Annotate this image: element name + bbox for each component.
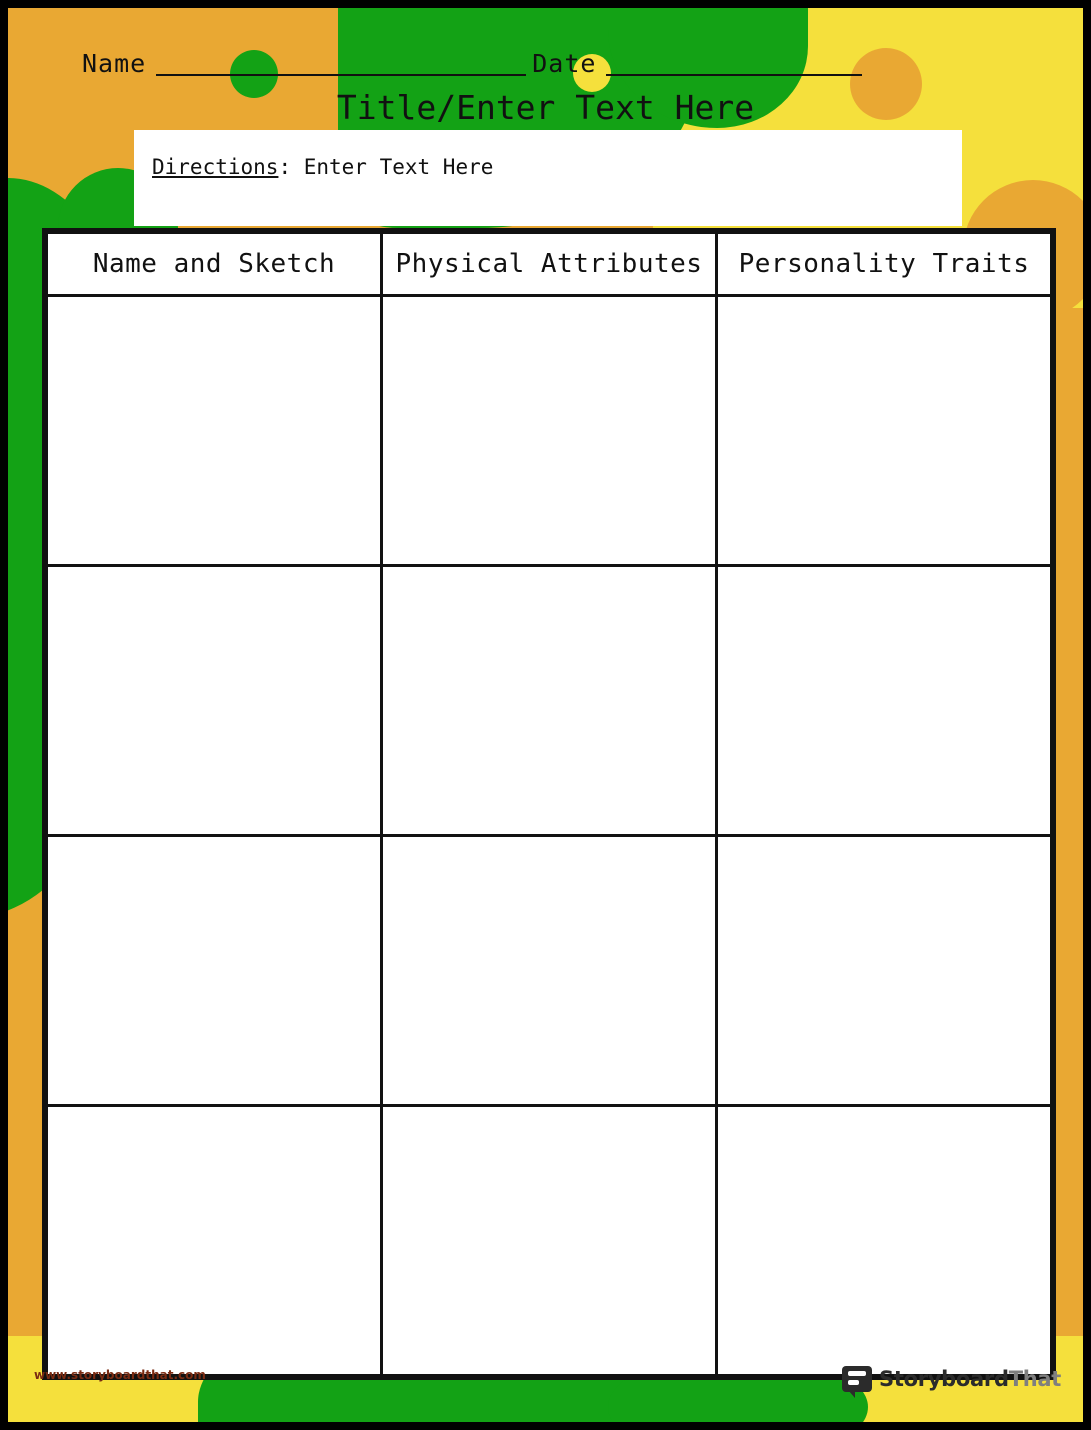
directions-box[interactable] bbox=[134, 130, 962, 226]
table-row bbox=[47, 296, 1052, 566]
table-header-row bbox=[47, 233, 1052, 296]
date-input-line[interactable] bbox=[606, 48, 862, 76]
table-cell[interactable] bbox=[717, 836, 1052, 1106]
table-row bbox=[47, 836, 1052, 1106]
brand-name bbox=[879, 1367, 1061, 1391]
table-cell[interactable] bbox=[717, 566, 1052, 836]
name-input-line[interactable] bbox=[156, 48, 526, 76]
table-cell[interactable] bbox=[382, 836, 717, 1106]
name-label: Name bbox=[82, 49, 147, 78]
table-cell[interactable] bbox=[382, 296, 717, 566]
page-background bbox=[8, 8, 1083, 1422]
name-date-row bbox=[82, 48, 962, 78]
directions-value[interactable]: Enter Text Here bbox=[303, 155, 494, 179]
directions-text bbox=[152, 155, 493, 179]
column-header-name-and-sketch[interactable]: Name and Sketch bbox=[47, 233, 382, 296]
table-cell[interactable] bbox=[47, 1106, 382, 1376]
table-row bbox=[47, 566, 1052, 836]
table-cell[interactable] bbox=[47, 836, 382, 1106]
table-cell[interactable] bbox=[47, 296, 382, 566]
table-row bbox=[47, 1106, 1052, 1376]
table-cell[interactable] bbox=[717, 296, 1052, 566]
table-cell[interactable] bbox=[382, 566, 717, 836]
column-header-personality-traits[interactable]: Personality Traits bbox=[717, 233, 1052, 296]
brand-name-secondary: That bbox=[1008, 1367, 1061, 1391]
table-cell[interactable] bbox=[47, 566, 382, 836]
directions-label: Directions bbox=[152, 155, 279, 179]
site-url-text: www.storyboardthat.com bbox=[34, 1368, 206, 1382]
speech-bubble-icon bbox=[842, 1366, 872, 1392]
directions-separator: : bbox=[278, 155, 304, 179]
brand-name-primary: Storyboard bbox=[879, 1367, 1009, 1391]
table-cell[interactable] bbox=[717, 1106, 1052, 1376]
brand-logo bbox=[842, 1366, 1061, 1392]
page-title[interactable]: Title/Enter Text Here bbox=[336, 88, 755, 127]
date-label: Date bbox=[532, 49, 597, 78]
worksheet-table bbox=[45, 231, 1053, 1377]
table-cell[interactable] bbox=[382, 1106, 717, 1376]
column-header-physical-attributes[interactable]: Physical Attributes bbox=[382, 233, 717, 296]
worksheet-table-container bbox=[42, 228, 1056, 1380]
